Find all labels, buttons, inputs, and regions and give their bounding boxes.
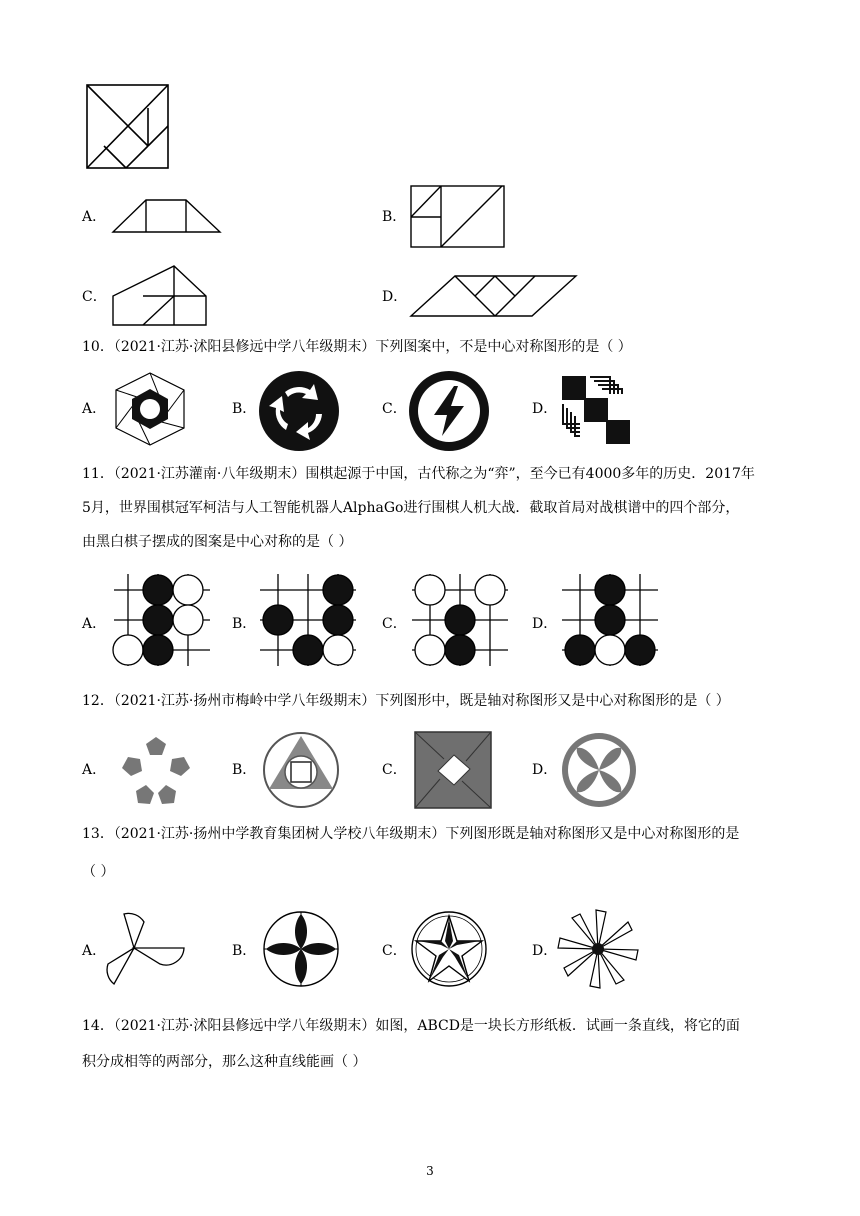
recycle-arrows-icon xyxy=(258,370,340,452)
question-11-stem: 11．（2021·江苏灌南·八年级期末）围棋起源于中国，古代称之为“弈”，至今已有4000多年的历史．2017年 5月，世界围棋冠军柯洁与人工智能机器人AlphaGo进行围棋人机大战．截取首局对战棋谱中的四个部分， 由黑白棋子摆成的图案是中心对称的是（ ） xyxy=(82,466,755,550)
question-10-stem: 10．（2021·江苏·沭阳县修远中学八年级期末）下列图案中，不是中心对称图形的是（ ） xyxy=(82,339,632,355)
question-14-stem: 14．（2021·江苏·沭阳县修远中学八年级期末）如图，ABCD是一块长方形纸板．试画一条直线，将它的面 积分成相等的两部分，那么这种直线能画（ ） xyxy=(82,1018,740,1070)
option-a-label: A． xyxy=(82,762,107,778)
option-d-label: D． xyxy=(532,401,558,417)
option-c-label: C． xyxy=(382,401,407,417)
rectangle-figure xyxy=(410,185,506,249)
stepped-squares-icon xyxy=(560,374,632,446)
page-number: 3 xyxy=(426,1164,434,1178)
lightning-bolt-icon xyxy=(408,370,490,452)
option-d-label: D． xyxy=(382,289,408,305)
option-b-label: B． xyxy=(382,209,407,225)
question-13-stem: 13．（2021·江苏·扬州中学教育集团树人学校八年级期末）下列图形既是轴对称图形又是中心对称图形的是 （ ） xyxy=(82,826,740,880)
tangram-square-figure xyxy=(86,84,170,170)
option-c-label: C． xyxy=(82,289,107,305)
four-petal-circle-icon xyxy=(560,731,638,809)
option-a-label: A． xyxy=(82,943,107,959)
trapezoid-figure xyxy=(112,198,222,234)
house-figure xyxy=(112,265,208,327)
option-d-label: D． xyxy=(532,616,558,632)
option-a-label: A． xyxy=(82,616,107,632)
option-c-label: C． xyxy=(382,943,407,959)
option-c-label: C． xyxy=(382,616,407,632)
five-point-star-icon xyxy=(410,910,488,988)
option-d-label: D． xyxy=(532,762,558,778)
option-d-label: D． xyxy=(532,943,558,959)
question-12-stem: 12．（2021·江苏·扬州市梅岭中学八年级期末）下列图形中，既是轴对称图形又是中心对称图形的是（ ） xyxy=(82,693,730,709)
five-pentagons-icon xyxy=(118,735,194,807)
parallelogram-figure xyxy=(410,274,580,318)
circle-triangle-square-icon xyxy=(262,731,340,809)
option-b-label: B． xyxy=(232,762,257,778)
go-board-d xyxy=(560,572,660,668)
four-petal-flower-icon xyxy=(262,910,340,988)
hexagon-ring-icon xyxy=(112,372,188,446)
go-board-c xyxy=(410,572,510,668)
three-blade-fan-icon xyxy=(106,908,186,988)
option-a-label: A． xyxy=(82,401,107,417)
option-a-label: A． xyxy=(82,209,107,225)
pinwheel-square-icon xyxy=(414,731,492,809)
option-b-label: B． xyxy=(232,401,257,417)
option-c-label: C． xyxy=(382,762,407,778)
eight-blade-pinwheel-icon xyxy=(556,908,640,990)
option-b-label: B． xyxy=(232,943,257,959)
go-board-b xyxy=(258,572,358,668)
go-board-a xyxy=(112,572,212,668)
option-b-label: B． xyxy=(232,616,257,632)
